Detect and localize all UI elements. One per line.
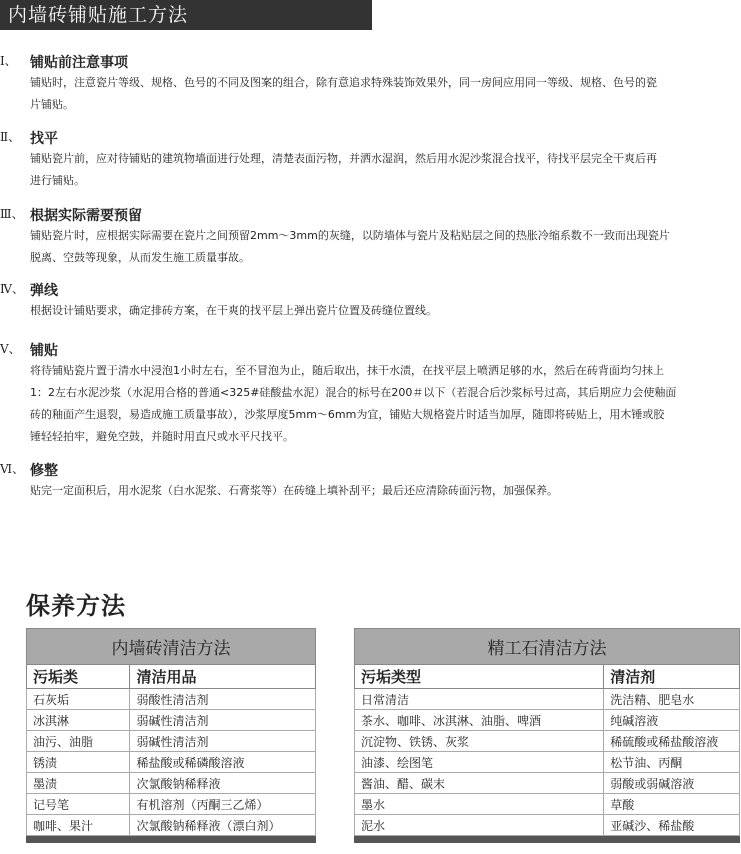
- body-line: 根据设计铺贴要求，确定排砖方案，在干爽的找平层上弹出瓷片位置及砖缝位置线。: [30, 304, 437, 317]
- section-body: [30, 480, 730, 502]
- table-cell: 茶水、咖啡、冰淇淋、油脂、啤酒: [355, 710, 604, 731]
- section-body: [30, 72, 730, 116]
- table-cell: 油漆、绘图笔: [355, 752, 604, 773]
- care-title: 保养方法: [26, 592, 126, 620]
- table-row: [355, 731, 740, 752]
- section-number: Ⅳ、: [0, 282, 24, 296]
- table-cell: 弱酸或弱碱溶液: [604, 773, 740, 794]
- section-body: [30, 148, 730, 192]
- table-cell: 墨水: [355, 794, 604, 815]
- section-5: [0, 338, 741, 448]
- table-cell: 弱酸性清洁剂: [130, 689, 316, 710]
- section-number: Ⅱ、: [0, 130, 21, 144]
- table-row: [355, 689, 740, 710]
- body-line: 铺贴瓷片前，应对待铺贴的建筑物墙面进行处理，清楚表面污物，并洒水湿润，然后用水泥沙浆混合找平，待找平层完全干爽后再: [30, 152, 657, 165]
- section-body: [30, 300, 730, 322]
- table-cell: 记号笔: [27, 794, 130, 815]
- section-1: [0, 50, 741, 116]
- table-cell: 洗洁精、肥皂水: [604, 689, 740, 710]
- table-cell: 稀盐酸或稀磷酸溶液: [130, 752, 316, 773]
- table-cell: 亚碱沙、稀盐酸: [604, 815, 740, 836]
- table-cell: 稀硫酸或稀盐酸溶液: [604, 731, 740, 752]
- table-cell: 纯碱溶液: [604, 710, 740, 731]
- stone-cleaning-table: [354, 628, 740, 843]
- table-cell: 石灰垢: [27, 689, 130, 710]
- table-cell: 次氯酸钠稀释液（漂白剂）: [130, 815, 316, 836]
- table-row: [27, 773, 316, 794]
- section-title: 找平: [30, 131, 58, 147]
- page-title: 内墙砖铺贴施工方法: [0, 0, 372, 30]
- table-row: [355, 773, 740, 794]
- table-row: [27, 794, 316, 815]
- table-row: [27, 689, 316, 710]
- section-3: [0, 203, 741, 269]
- body-line: 片铺贴。: [30, 98, 74, 111]
- table-cell: 沉淀物、铁锈、灰浆: [355, 731, 604, 752]
- body-line: 贴完一定面积后，用水泥浆（白水泥浆、石膏浆等）在砖缝上填补刮平；最后还应清除砖面污物，加强保养。: [30, 484, 558, 497]
- table-row: [27, 731, 316, 752]
- column-header: 清洁用品: [130, 665, 316, 689]
- column-header: 清洁剂: [604, 665, 740, 689]
- table-row: [355, 752, 740, 773]
- tile-cleaning-table: [26, 628, 316, 843]
- body-line: 进行铺贴。: [30, 174, 85, 187]
- table-cell: 松节油、丙酮: [604, 752, 740, 773]
- body-line: 将待铺贴瓷片置于清水中浸泡1小时左右，至不冒泡为止，随后取出，抹干水渍，在找平层上喷洒足够的水，然后在砖背面均匀抹上: [30, 364, 664, 377]
- table-row: [27, 815, 316, 836]
- section-title: 根据实际需要预留: [30, 208, 142, 224]
- table-cell: 油污、油脂: [27, 731, 130, 752]
- table-cell: 锈渍: [27, 752, 130, 773]
- section-title: 铺贴前注意事项: [30, 55, 128, 71]
- table-cell: 墨渍: [27, 773, 130, 794]
- column-header: 污垢类: [27, 665, 130, 689]
- table-caption: 精工石清洁方法: [355, 629, 740, 665]
- section-body: [30, 360, 730, 448]
- table-footer-bar: [355, 836, 740, 843]
- table-row: [355, 815, 740, 836]
- table-cell: 弱碱性清洁剂: [130, 710, 316, 731]
- section-6: [0, 458, 741, 502]
- table-cell: 酱油、醋、碳末: [355, 773, 604, 794]
- section-number: Ⅴ、: [0, 342, 21, 356]
- table-cell: 泥水: [355, 815, 604, 836]
- section-title: 铺贴: [30, 343, 58, 359]
- table-row: [27, 752, 316, 773]
- table-caption: 内墙砖清洁方法: [27, 629, 316, 665]
- body-line: 脱离、空鼓等现象，从而发生施工质量事故。: [30, 251, 250, 264]
- table-cell: 草酸: [604, 794, 740, 815]
- table-cell: 日常清洁: [355, 689, 604, 710]
- body-line: 铺贴瓷片时，应根据实际需要在瓷片之间预留2mm～3mm的灰缝，以防墙体与瓷片及粘贴层之间的热胀冷缩系数不一致而出现瓷片: [30, 229, 670, 242]
- section-title: 修整: [30, 463, 58, 479]
- table-row: [355, 794, 740, 815]
- section-number: Ⅰ、: [0, 54, 17, 68]
- section-title: 弹线: [30, 283, 58, 299]
- table-cell: 弱碱性清洁剂: [130, 731, 316, 752]
- table-cell: 咖啡、果汁: [27, 815, 130, 836]
- body-line: 砖的釉面产生退裂，易造成施工质量事故），沙浆厚度5mm～6mm为宜，铺贴大规格瓷片时适当加厚，随即将砖贴上，用木锤或胶: [30, 408, 665, 421]
- section-number: Ⅵ、: [0, 462, 25, 476]
- table-row: [27, 710, 316, 731]
- table-footer-bar: [27, 836, 316, 843]
- body-line: 1：2左右水泥沙浆（水泥用合格的普通<325#硅酸盐水泥）混合的标号在200＃以下（若混合后沙浆标号过高，其后期应力会使釉面: [30, 386, 677, 399]
- body-line: 锤轻轻拍牢，避免空鼓，并随时用直尺或水平尺找平。: [30, 430, 294, 443]
- section-number: Ⅲ、: [0, 207, 24, 221]
- table-cell: 冰淇淋: [27, 710, 130, 731]
- section-body: [30, 225, 730, 269]
- table-row: [355, 710, 740, 731]
- section-2: [0, 126, 741, 192]
- table-cell: 有机溶剂（丙酮三乙烯）: [130, 794, 316, 815]
- section-4: [0, 278, 741, 322]
- column-header: 污垢类型: [355, 665, 604, 689]
- body-line: 铺贴时，注意瓷片等级、规格、色号的不同及图案的组合，除有意追求特殊装饰效果外，同一房间应用同一等级、规格、色号的瓷: [30, 76, 657, 89]
- table-cell: 次氯酸钠稀释液: [130, 773, 316, 794]
